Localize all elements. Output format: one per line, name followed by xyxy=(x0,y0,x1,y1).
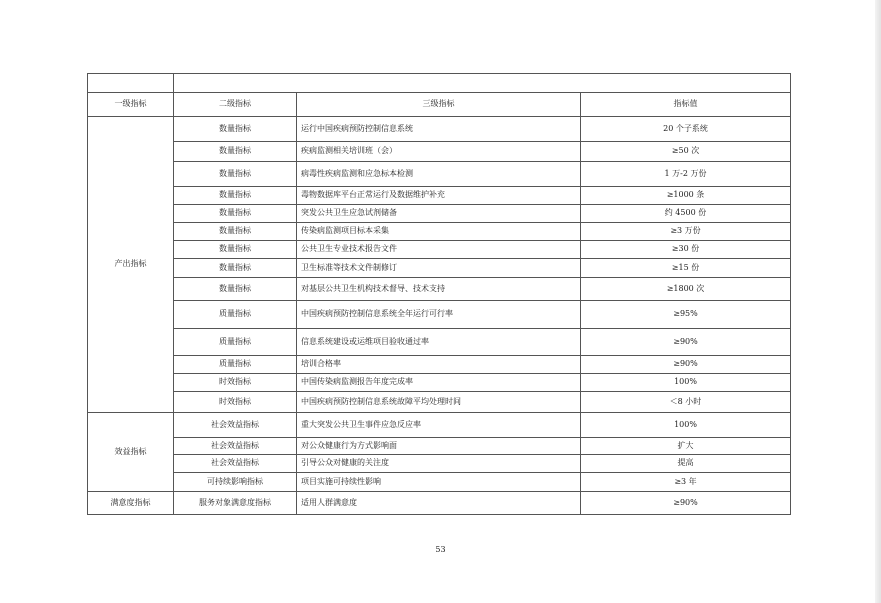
level2-cell: 数量指标 xyxy=(174,259,297,278)
table-row xyxy=(88,241,791,259)
table-row xyxy=(88,329,791,356)
level2-cell: 质量指标 xyxy=(174,356,297,374)
value-cell: ≥50 次 xyxy=(581,142,791,162)
level2-cell: 社会效益指标 xyxy=(174,413,297,438)
table-row xyxy=(88,438,791,455)
value-cell: 提高 xyxy=(581,455,791,473)
table-row xyxy=(88,374,791,392)
level2-cell: 数量指标 xyxy=(174,241,297,259)
table-row xyxy=(88,259,791,278)
level3-cell: 中国传染病监测报告年度完成率 xyxy=(297,374,581,392)
level2-cell: 数量指标 xyxy=(174,117,297,142)
table-row xyxy=(88,205,791,223)
value-cell: 20 个子系统 xyxy=(581,117,791,142)
level3-cell: 对基层公共卫生机构技术督导、技术支持 xyxy=(297,278,581,301)
level2-cell: 数量指标 xyxy=(174,162,297,187)
level3-cell: 传染病监测项目标本采集 xyxy=(297,223,581,241)
level3-cell: 中国疾病预防控制信息系统全年运行可行率 xyxy=(297,301,581,329)
value-cell: ＜8 小时 xyxy=(581,392,791,413)
table-row xyxy=(88,356,791,374)
value-cell: 100% xyxy=(581,413,791,438)
level2-cell: 时效指标 xyxy=(174,374,297,392)
level3-cell: 培训合格率 xyxy=(297,356,581,374)
table-title-row xyxy=(88,74,791,93)
value-cell: 100% xyxy=(581,374,791,392)
value-cell: ≥1800 次 xyxy=(581,278,791,301)
table-row xyxy=(88,492,791,515)
value-cell: ≥3 万份 xyxy=(581,223,791,241)
table-row xyxy=(88,455,791,473)
level1-cell: 效益指标 xyxy=(88,413,174,492)
level3-cell: 病毒性疾病监测和应急标本检测 xyxy=(297,162,581,187)
value-cell: ≥15 份 xyxy=(581,259,791,278)
table-row xyxy=(88,392,791,413)
level3-cell: 信息系统建设或运维项目验收通过率 xyxy=(297,329,581,356)
value-cell: 扩大 xyxy=(581,438,791,455)
table-row xyxy=(88,301,791,329)
level2-cell: 数量指标 xyxy=(174,223,297,241)
level3-cell: 运行中国疾病预防控制信息系统 xyxy=(297,117,581,142)
level1-cell: 满意度指标 xyxy=(88,492,174,515)
level3-cell: 引导公众对健康的关注度 xyxy=(297,455,581,473)
level2-cell: 数量指标 xyxy=(174,187,297,205)
level2-cell: 质量指标 xyxy=(174,301,297,329)
level2-cell: 社会效益指标 xyxy=(174,438,297,455)
table-row xyxy=(88,162,791,187)
title-cell-left xyxy=(88,74,174,93)
value-cell: ≥95% xyxy=(581,301,791,329)
value-cell: ≥3 年 xyxy=(581,473,791,492)
title-cell-right xyxy=(174,74,791,93)
header-level2: 二级指标 xyxy=(174,93,297,117)
table-row xyxy=(88,223,791,241)
level2-cell: 数量指标 xyxy=(174,142,297,162)
level3-cell: 突发公共卫生应急试剂储备 xyxy=(297,205,581,223)
level2-cell: 服务对象满意度指标 xyxy=(174,492,297,515)
value-cell: ≥90% xyxy=(581,356,791,374)
level3-cell: 中国疾病预防控制信息系统故障平均处理时间 xyxy=(297,392,581,413)
level3-cell: 对公众健康行为方式影响面 xyxy=(297,438,581,455)
level3-cell: 毒物数据库平台正常运行及数据维护补充 xyxy=(297,187,581,205)
table-row xyxy=(88,142,791,162)
level1-cell: 产出指标 xyxy=(88,117,174,413)
level3-cell: 公共卫生专业技术报告文件 xyxy=(297,241,581,259)
performance-indicator-table xyxy=(87,73,791,515)
table-header-row xyxy=(88,93,791,117)
level2-cell: 数量指标 xyxy=(174,278,297,301)
value-cell: 1 万-2 万份 xyxy=(581,162,791,187)
value-cell: ≥90% xyxy=(581,492,791,515)
level2-cell: 数量指标 xyxy=(174,205,297,223)
level2-cell: 时效指标 xyxy=(174,392,297,413)
level3-cell: 疾病监测相关培训班（会） xyxy=(297,142,581,162)
header-level1: 一级指标 xyxy=(88,93,174,117)
level3-cell: 项目实施可持续性影响 xyxy=(297,473,581,492)
table-row xyxy=(88,473,791,492)
table-row xyxy=(88,413,791,438)
level2-cell: 质量指标 xyxy=(174,329,297,356)
page-edge xyxy=(875,0,881,603)
level2-cell: 可持续影响指标 xyxy=(174,473,297,492)
value-cell: ≥1000 条 xyxy=(581,187,791,205)
table-row xyxy=(88,187,791,205)
table-row xyxy=(88,278,791,301)
table-row xyxy=(88,117,791,142)
page-number: 53 xyxy=(435,545,446,554)
value-cell: 约 4500 份 xyxy=(581,205,791,223)
value-cell: ≥30 份 xyxy=(581,241,791,259)
value-cell: ≥90% xyxy=(581,329,791,356)
header-level3: 三级指标 xyxy=(297,93,581,117)
level3-cell: 适用人群满意度 xyxy=(297,492,581,515)
level2-cell: 社会效益指标 xyxy=(174,455,297,473)
header-value: 指标值 xyxy=(581,93,791,117)
level3-cell: 卫生标准等技术文件制修订 xyxy=(297,259,581,278)
level3-cell: 重大突发公共卫生事件应急反应率 xyxy=(297,413,581,438)
